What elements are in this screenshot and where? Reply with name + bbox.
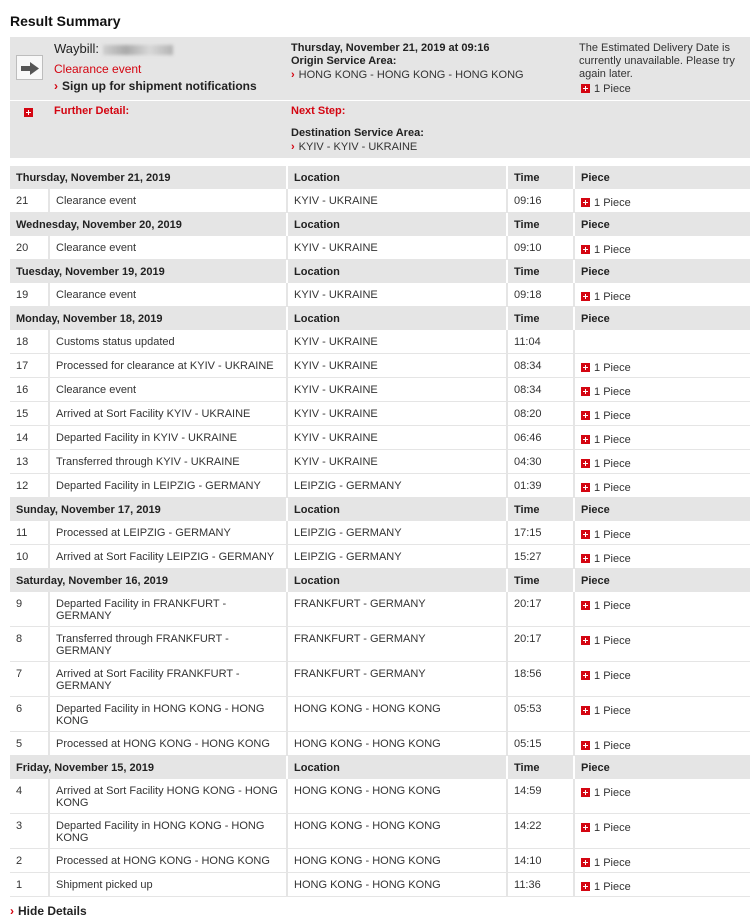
column-header-location: Location bbox=[288, 166, 508, 189]
table-row bbox=[10, 426, 750, 450]
event-number: 15 bbox=[10, 402, 50, 426]
event-piece-label: 1 Piece bbox=[594, 410, 631, 422]
event-location: HONG KONG - HONG KONG bbox=[288, 779, 508, 814]
event-description: Clearance event bbox=[50, 378, 288, 402]
table-row bbox=[10, 627, 750, 662]
day-date: Monday, November 18, 2019 bbox=[10, 307, 288, 330]
event-time: 20:17 bbox=[508, 592, 575, 627]
column-header-piece: Piece bbox=[575, 307, 750, 330]
destination-label: Destination Service Area: bbox=[291, 127, 424, 139]
event-number: 13 bbox=[10, 450, 50, 474]
event-piece-label: 1 Piece bbox=[594, 291, 631, 303]
plus-icon bbox=[581, 198, 590, 207]
plus-icon bbox=[581, 671, 590, 680]
column-header-location: Location bbox=[288, 213, 508, 236]
day-date: Saturday, November 16, 2019 bbox=[10, 569, 288, 592]
event-number: 9 bbox=[10, 592, 50, 627]
origin-value-text: HONG KONG - HONG KONG - HONG KONG bbox=[298, 69, 524, 81]
event-piece-label: 1 Piece bbox=[594, 857, 631, 869]
day-date: Friday, November 15, 2019 bbox=[10, 756, 288, 779]
column-header-location: Location bbox=[288, 569, 508, 592]
event-piece[interactable] bbox=[575, 426, 750, 450]
column-header-piece: Piece bbox=[575, 213, 750, 236]
event-piece[interactable] bbox=[575, 545, 750, 569]
column-header-piece: Piece bbox=[575, 166, 750, 189]
plus-icon bbox=[581, 435, 590, 444]
plus-icon bbox=[581, 706, 590, 715]
signup-label: Sign up for shipment notifications bbox=[62, 79, 257, 93]
table-row bbox=[10, 545, 750, 569]
event-number: 17 bbox=[10, 354, 50, 378]
table-row bbox=[10, 697, 750, 732]
event-number: 3 bbox=[10, 814, 50, 849]
column-header-location: Location bbox=[288, 498, 508, 521]
event-piece-label: 1 Piece bbox=[594, 244, 631, 256]
event-piece[interactable] bbox=[575, 873, 750, 897]
plus-icon bbox=[581, 554, 590, 563]
table-row bbox=[10, 592, 750, 627]
event-number: 20 bbox=[10, 236, 50, 260]
table-row bbox=[10, 189, 750, 213]
event-number: 11 bbox=[10, 521, 50, 545]
column-header-time: Time bbox=[508, 260, 575, 283]
plus-icon bbox=[581, 882, 590, 891]
column-header-time: Time bbox=[508, 756, 575, 779]
day-header-row bbox=[10, 213, 750, 236]
event-time: 08:34 bbox=[508, 354, 575, 378]
event-location: HONG KONG - HONG KONG bbox=[288, 732, 508, 756]
event-description: Clearance event bbox=[50, 283, 288, 307]
column-header-location: Location bbox=[288, 260, 508, 283]
event-description: Shipment picked up bbox=[50, 873, 288, 897]
column-header-piece: Piece bbox=[575, 569, 750, 592]
event-time: 08:20 bbox=[508, 402, 575, 426]
event-piece-label: 1 Piece bbox=[594, 881, 631, 893]
event-piece[interactable] bbox=[575, 732, 750, 756]
event-number: 10 bbox=[10, 545, 50, 569]
event-piece[interactable] bbox=[575, 402, 750, 426]
plus-icon bbox=[581, 788, 590, 797]
event-piece[interactable] bbox=[575, 378, 750, 402]
event-piece[interactable] bbox=[575, 189, 750, 213]
day-date: Tuesday, November 19, 2019 bbox=[10, 260, 288, 283]
event-location: KYIV - UKRAINE bbox=[288, 189, 508, 213]
event-piece-label: 1 Piece bbox=[594, 740, 631, 752]
event-number: 5 bbox=[10, 732, 50, 756]
event-number: 16 bbox=[10, 378, 50, 402]
event-location: LEIPZIG - GERMANY bbox=[288, 521, 508, 545]
event-number: 18 bbox=[10, 330, 50, 354]
column-header-time: Time bbox=[508, 166, 575, 189]
plus-icon bbox=[581, 363, 590, 372]
plus-icon bbox=[581, 84, 590, 93]
event-piece-label: 1 Piece bbox=[594, 482, 631, 494]
day-header-row bbox=[10, 166, 750, 189]
summary-piece-label: 1 Piece bbox=[594, 83, 631, 95]
event-piece-label: 1 Piece bbox=[594, 386, 631, 398]
chevron-right-icon: › bbox=[291, 141, 295, 153]
day-header-row bbox=[10, 756, 750, 779]
event-location: KYIV - UKRAINE bbox=[288, 378, 508, 402]
event-location: HONG KONG - HONG KONG bbox=[288, 814, 508, 849]
plus-icon bbox=[581, 636, 590, 645]
plus-icon bbox=[581, 459, 590, 468]
origin-value bbox=[291, 69, 524, 81]
waybill bbox=[54, 41, 173, 56]
event-location: HONG KONG - HONG KONG bbox=[288, 849, 508, 873]
event-description: Customs status updated bbox=[50, 330, 288, 354]
event-piece-label: 1 Piece bbox=[594, 529, 631, 541]
event-location: FRANKFURT - GERMANY bbox=[288, 662, 508, 697]
event-piece-label: 1 Piece bbox=[594, 787, 631, 799]
event-piece-label: 1 Piece bbox=[594, 434, 631, 446]
table-row bbox=[10, 779, 750, 814]
plus-icon bbox=[581, 411, 590, 420]
page-title: Result Summary bbox=[10, 13, 121, 29]
table-row bbox=[10, 283, 750, 307]
event-description: Departed Facility in HONG KONG - HONG KONG bbox=[50, 697, 288, 732]
plus-icon bbox=[581, 601, 590, 610]
event-number: 14 bbox=[10, 426, 50, 450]
divider bbox=[10, 100, 750, 101]
origin-label: Origin Service Area: bbox=[291, 55, 397, 67]
plus-icon bbox=[24, 108, 33, 117]
event-piece[interactable] bbox=[575, 236, 750, 260]
summary-piece[interactable] bbox=[581, 83, 631, 95]
event-description: Transferred through KYIV - UKRAINE bbox=[50, 450, 288, 474]
column-header-time: Time bbox=[508, 307, 575, 330]
status-datetime: Thursday, November 21, 2019 at 09:16 bbox=[291, 42, 490, 54]
event-location: KYIV - UKRAINE bbox=[288, 402, 508, 426]
event-piece-label: 1 Piece bbox=[594, 670, 631, 682]
waybill-label: Waybill: bbox=[54, 41, 100, 56]
event-piece[interactable] bbox=[575, 521, 750, 545]
event-description: Arrived at Sort Facility FRANKFURT - GERMANY bbox=[50, 662, 288, 697]
event-piece[interactable] bbox=[575, 592, 750, 627]
event-location: KYIV - UKRAINE bbox=[288, 330, 508, 354]
event-description: Transferred through FRANKFURT - GERMANY bbox=[50, 627, 288, 662]
plus-icon bbox=[581, 823, 590, 832]
column-header-piece: Piece bbox=[575, 498, 750, 521]
event-piece[interactable] bbox=[575, 354, 750, 378]
event-time: 01:39 bbox=[508, 474, 575, 498]
event-time: 14:59 bbox=[508, 779, 575, 814]
event-description: Arrived at Sort Facility KYIV - UKRAINE bbox=[50, 402, 288, 426]
event-location: FRANKFURT - GERMANY bbox=[288, 627, 508, 662]
further-detail-link[interactable]: Further Detail: bbox=[54, 105, 130, 117]
event-description: Processed for clearance at KYIV - UKRAINE bbox=[50, 354, 288, 378]
event-description: Processed at HONG KONG - HONG KONG bbox=[50, 732, 288, 756]
event-location: FRANKFURT - GERMANY bbox=[288, 592, 508, 627]
event-location: KYIV - UKRAINE bbox=[288, 236, 508, 260]
event-piece-label: 1 Piece bbox=[594, 553, 631, 565]
event-time: 09:16 bbox=[508, 189, 575, 213]
table-row bbox=[10, 849, 750, 873]
chevron-right-icon: › bbox=[54, 79, 58, 93]
event-piece[interactable] bbox=[575, 283, 750, 307]
column-header-time: Time bbox=[508, 569, 575, 592]
event-time: 14:22 bbox=[508, 814, 575, 849]
plus-icon bbox=[581, 741, 590, 750]
events-table bbox=[10, 166, 750, 897]
event-piece-label: 1 Piece bbox=[594, 362, 631, 374]
event-time: 14:10 bbox=[508, 849, 575, 873]
event-description: Departed Facility in FRANKFURT - GERMANY bbox=[50, 592, 288, 627]
day-header-row bbox=[10, 307, 750, 330]
event-location: KYIV - UKRAINE bbox=[288, 283, 508, 307]
event-time: 09:18 bbox=[508, 283, 575, 307]
status-text: Clearance event bbox=[54, 62, 142, 76]
further-detail-toggle[interactable] bbox=[24, 107, 37, 119]
chevron-right-icon: › bbox=[10, 904, 14, 918]
event-location: LEIPZIG - GERMANY bbox=[288, 474, 508, 498]
event-number: 2 bbox=[10, 849, 50, 873]
event-number: 8 bbox=[10, 627, 50, 662]
event-time: 20:17 bbox=[508, 627, 575, 662]
column-header-time: Time bbox=[508, 498, 575, 521]
event-time: 06:46 bbox=[508, 426, 575, 450]
plus-icon bbox=[581, 245, 590, 254]
event-piece-label: 1 Piece bbox=[594, 635, 631, 647]
table-row bbox=[10, 354, 750, 378]
day-header-row bbox=[10, 498, 750, 521]
event-description: Processed at LEIPZIG - GERMANY bbox=[50, 521, 288, 545]
event-piece[interactable] bbox=[575, 814, 750, 849]
event-time: 05:53 bbox=[508, 697, 575, 732]
event-piece-label: 1 Piece bbox=[594, 705, 631, 717]
day-date: Thursday, November 21, 2019 bbox=[10, 166, 288, 189]
event-description: Clearance event bbox=[50, 236, 288, 260]
column-header-piece: Piece bbox=[575, 756, 750, 779]
column-header-time: Time bbox=[508, 213, 575, 236]
event-location: HONG KONG - HONG KONG bbox=[288, 697, 508, 732]
day-date: Sunday, November 17, 2019 bbox=[10, 498, 288, 521]
events-body bbox=[10, 166, 750, 897]
event-time: 17:15 bbox=[508, 521, 575, 545]
column-header-location: Location bbox=[288, 756, 508, 779]
table-row bbox=[10, 873, 750, 897]
event-piece[interactable] bbox=[575, 450, 750, 474]
event-number: 1 bbox=[10, 873, 50, 897]
day-header-row bbox=[10, 260, 750, 283]
event-location: HONG KONG - HONG KONG bbox=[288, 873, 508, 897]
event-piece-label: 1 Piece bbox=[594, 458, 631, 470]
event-description: Clearance event bbox=[50, 189, 288, 213]
event-piece[interactable] bbox=[575, 474, 750, 498]
event-piece-label: 1 Piece bbox=[594, 600, 631, 612]
event-number: 19 bbox=[10, 283, 50, 307]
event-description: Departed Facility in LEIPZIG - GERMANY bbox=[50, 474, 288, 498]
plus-icon bbox=[581, 530, 590, 539]
event-description: Departed Facility in KYIV - UKRAINE bbox=[50, 426, 288, 450]
table-row bbox=[10, 474, 750, 498]
hide-details-label: Hide Details bbox=[18, 904, 87, 918]
plus-icon bbox=[581, 483, 590, 492]
arrow-right-icon bbox=[16, 55, 43, 80]
next-step-label: Next Step: bbox=[291, 105, 346, 117]
table-row bbox=[10, 378, 750, 402]
event-piece[interactable] bbox=[575, 849, 750, 873]
event-piece[interactable] bbox=[575, 697, 750, 732]
event-number: 12 bbox=[10, 474, 50, 498]
event-number: 7 bbox=[10, 662, 50, 697]
column-header-location: Location bbox=[288, 307, 508, 330]
table-row bbox=[10, 732, 750, 756]
waybill-number-redacted bbox=[103, 45, 173, 55]
day-date: Wednesday, November 20, 2019 bbox=[10, 213, 288, 236]
estimated-delivery-note: The Estimated Delivery Date is currently unavailable. Please try again later. bbox=[579, 42, 735, 80]
event-location: KYIV - UKRAINE bbox=[288, 426, 508, 450]
table-row bbox=[10, 662, 750, 697]
event-location: KYIV - UKRAINE bbox=[288, 450, 508, 474]
event-time: 15:27 bbox=[508, 545, 575, 569]
event-piece bbox=[575, 330, 750, 354]
event-time: 04:30 bbox=[508, 450, 575, 474]
table-row bbox=[10, 236, 750, 260]
event-piece[interactable] bbox=[575, 779, 750, 814]
event-description: Arrived at Sort Facility LEIPZIG - GERMANY bbox=[50, 545, 288, 569]
destination-value bbox=[291, 141, 417, 153]
table-row bbox=[10, 814, 750, 849]
event-time: 05:15 bbox=[508, 732, 575, 756]
column-header-piece: Piece bbox=[575, 260, 750, 283]
event-time: 11:04 bbox=[508, 330, 575, 354]
plus-icon bbox=[581, 387, 590, 396]
signup-link[interactable] bbox=[54, 79, 257, 93]
event-description: Processed at HONG KONG - HONG KONG bbox=[50, 849, 288, 873]
event-time: 09:10 bbox=[508, 236, 575, 260]
event-description: Departed Facility in HONG KONG - HONG KONG bbox=[50, 814, 288, 849]
event-piece-label: 1 Piece bbox=[594, 822, 631, 834]
event-number: 4 bbox=[10, 779, 50, 814]
result-summary-panel bbox=[10, 37, 750, 158]
event-location: LEIPZIG - GERMANY bbox=[288, 545, 508, 569]
event-description: Arrived at Sort Facility HONG KONG - HONG KONG bbox=[50, 779, 288, 814]
event-time: 18:56 bbox=[508, 662, 575, 697]
table-row bbox=[10, 330, 750, 354]
event-number: 6 bbox=[10, 697, 50, 732]
event-number: 21 bbox=[10, 189, 50, 213]
destination-value-text: KYIV - KYIV - UKRAINE bbox=[298, 141, 418, 153]
event-piece-label: 1 Piece bbox=[594, 197, 631, 209]
hide-details-link[interactable] bbox=[10, 904, 750, 918]
table-row bbox=[10, 402, 750, 426]
event-time: 08:34 bbox=[508, 378, 575, 402]
event-piece[interactable] bbox=[575, 627, 750, 662]
day-header-row bbox=[10, 569, 750, 592]
plus-icon bbox=[581, 292, 590, 301]
plus-icon bbox=[581, 858, 590, 867]
chevron-right-icon: › bbox=[291, 69, 295, 81]
table-row bbox=[10, 450, 750, 474]
event-time: 11:36 bbox=[508, 873, 575, 897]
table-row bbox=[10, 521, 750, 545]
event-piece[interactable] bbox=[575, 662, 750, 697]
event-location: KYIV - UKRAINE bbox=[288, 354, 508, 378]
